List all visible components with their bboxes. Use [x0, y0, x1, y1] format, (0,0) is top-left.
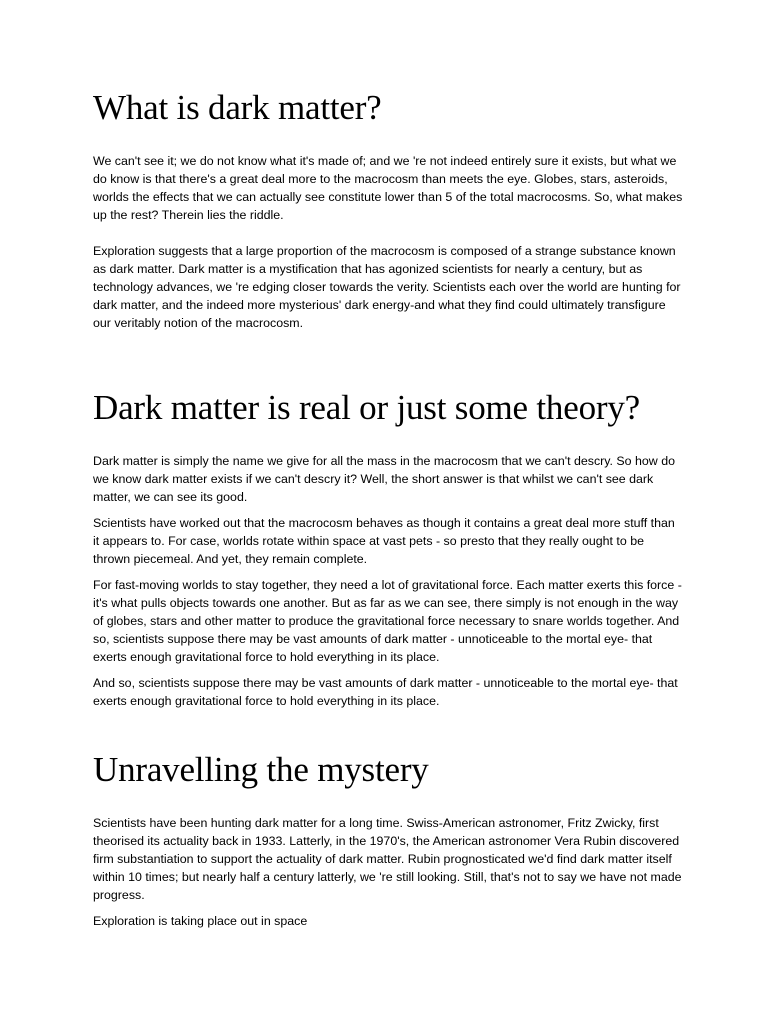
paragraph: We can't see it; we do not know what it's made of; and we 're not indeed entirely sure it exists, but what we do know is that there's a great deal more to the macrocosm than meets the eye. Globes, stars, asteroids, worlds the effects that we can actually see constitute lower than 5 of the total macrocosms. So, what makes up the rest? Therein lies the riddle.: [93, 154, 683, 222]
section-heading-unravelling-the-mystery: Unravelling the mystery: [93, 750, 429, 789]
paragraph: And so, scientists suppose there may be vast amounts of dark matter - unnoticeable to the mortal eye- that exerts enough gravitational force to hold everything in its place.: [93, 676, 678, 708]
paragraph: Exploration is taking place out in space: [93, 914, 308, 928]
paragraph: For fast-moving worlds to stay together, they need a lot of gravitational force. Each matter exerts this force - it's what pulls objects towards one another. But as far as we can see, there simply is not enough in the way of globes, stars and other matter to produce the gravitational force necessary to snare worlds together. And so, scientists suppose there may be vast amounts of dark matter - unnoticeable to the mortal eye- that exerts enough gravitational force to hold everything in its place.: [93, 578, 682, 664]
section-body-unravelling-the-mystery: [93, 814, 683, 930]
section-heading-real-or-theory: Dark matter is real or just some theory?: [93, 388, 640, 427]
paragraph: Dark matter is simply the name we give for all the mass in the macrocosm that we can't descry. So how do we know dark matter exists if we can't descry it? Well, the short answer is that whilst we can't see dark matter, we can see its good.: [93, 454, 675, 504]
section-body-real-or-theory: [93, 452, 683, 710]
section-heading-what-is-dark-matter: What is dark matter?: [93, 88, 382, 127]
paragraph: Scientists have been hunting dark matter for a long time. Swiss-American astronomer, Fritz Zwicky, first theorised its actuality back in 1933. Latterly, in the 1970's, the American astronomer Vera Rubin discovered firm substantiation to support the actuality of dark matter. Rubin prognosticated we'd find dark matter itself within 10 times; but nearly half a century latterly, we 're still looking. Still, that's not to say we have not made progress.: [93, 816, 682, 902]
paragraph: Exploration suggests that a large proportion of the macrocosm is composed of a strange substance known as dark matter. Dark matter is a mystification that has agonized scientists for nearly a century, but as technology advances, we 're edging closer towards the verity. Scientists each over the world are hunting for dark matter, and the indeed more mysterious' dark energy-and what they find could ultimately transfigure our veritably notion of the macrocosm.: [93, 244, 681, 330]
paragraph: Scientists have worked out that the macrocosm behaves as though it contains a great deal more stuff than it appears to. For case, worlds rotate within space at vast pets - so presto that they really ought to be thrown piecemeal. And yet, they remain complete.: [93, 516, 675, 566]
section-body-what-is-dark-matter: [93, 152, 683, 332]
